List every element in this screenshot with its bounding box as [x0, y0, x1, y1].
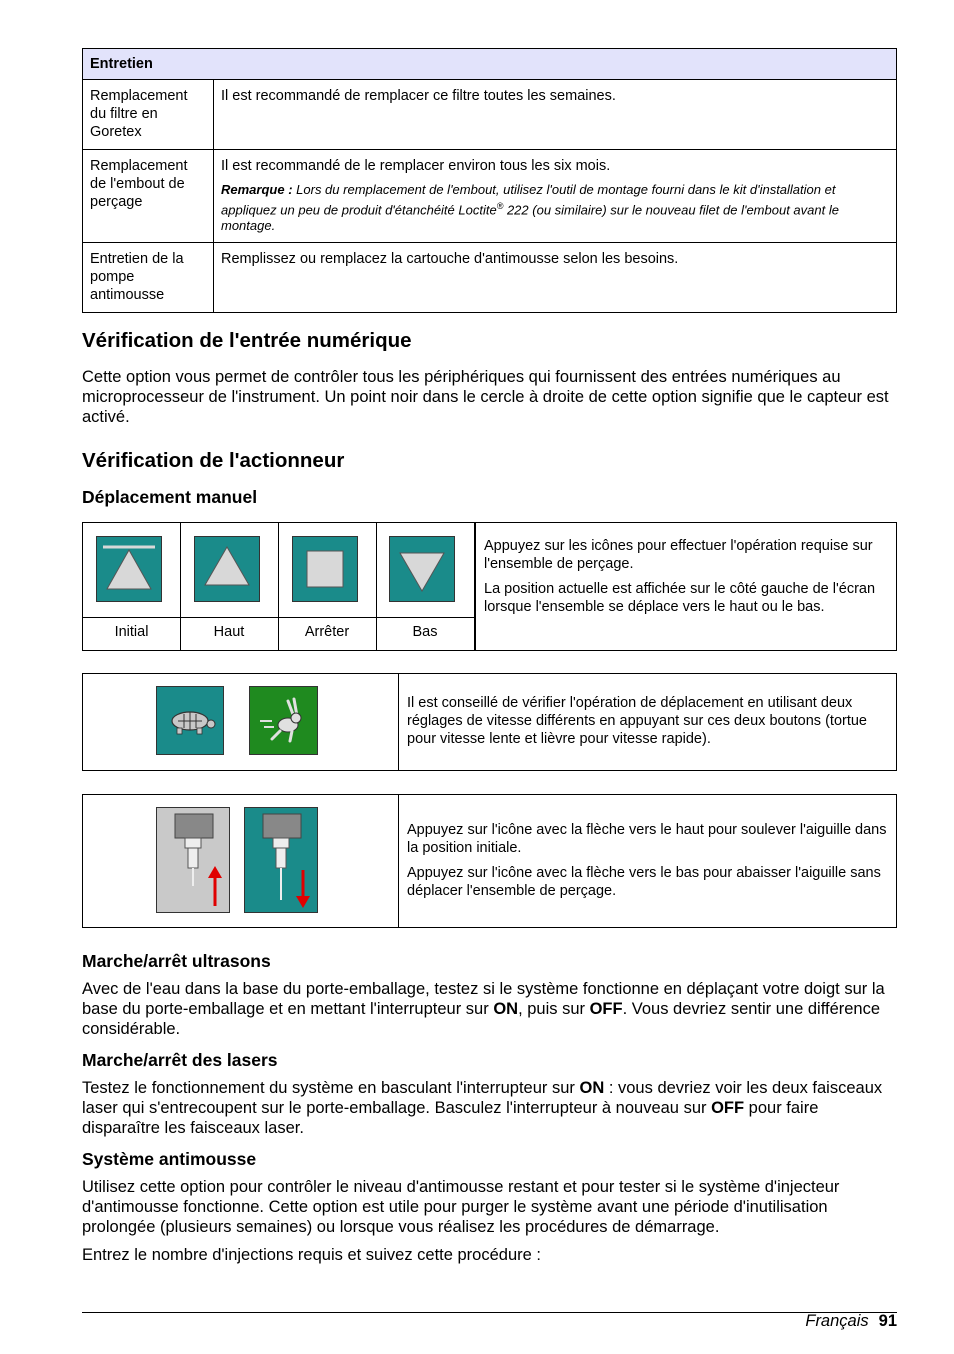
label-haut: Haut	[213, 624, 245, 640]
speed-buttons-area	[83, 674, 399, 770]
row-text: Il est recommandé de le remplacer environ tous les six mois.	[221, 158, 611, 174]
subtitle-ultrasons: Marche/arrêt ultrasons	[82, 951, 271, 971]
label-arreter: Arrêter	[304, 624, 350, 640]
maintenance-header: Entretien	[83, 49, 897, 80]
up-button[interactable]	[194, 536, 260, 602]
antimousse-body-2: Entrez le nombre d'injections requis et suivez cette procédure :	[82, 1246, 541, 1264]
footer-language: Français	[805, 1312, 869, 1330]
needle-box	[82, 794, 897, 928]
subtitle-lasers: Marche/arrêt des lasers	[82, 1050, 278, 1070]
home-button[interactable]	[96, 536, 162, 602]
section-body-digital-input: Cette option vous permet de contrôler tous les périphériques qui fournissent des entrées numériques au microprocesseur de l'instrument. Un point noir dans le cercle à droite de cette option signifie que le capteur est activé.	[82, 368, 889, 426]
needle-up-icon	[157, 808, 229, 912]
stop-button[interactable]	[292, 536, 358, 602]
manual-move-box	[82, 522, 897, 651]
fast-speed-button[interactable]	[249, 686, 318, 755]
note-label: Remarque :	[221, 182, 293, 197]
move-buttons-area	[83, 523, 475, 650]
stop-icon	[293, 537, 357, 601]
row-text: Il est recommandé de remplacer ce filtre toutes les semaines.	[214, 80, 897, 150]
lasers-body: Testez le fonctionnement du système en basculant l'interrupteur sur ON : vous devriez voir les deux faisceaux laser qui s'entrecoupent sur le porte-emballage. Basculez l'interrupteur à nouveau sur OFF pour faire disparaître les faisceaux laser.	[82, 1079, 883, 1137]
move-text-1: Appuyez sur les icônes pour effectuer l'opération requise sur l'ensemble de perçage.	[484, 538, 873, 572]
note	[221, 182, 889, 234]
move-text-2: La position actuelle est affichée sur le côté gauche de l'écran lorsque l'ensemble se déplace vers le haut ou le bas.	[484, 581, 876, 615]
needle-text-1: Appuyez sur l'icône avec la flèche vers le haut pour soulever l'aiguille dans la position initiale.	[407, 822, 887, 856]
note-text-a: Lors du remplacement de l'embout, utilisez l'outil de montage fourni dans le kit d'installation et appliquez un peu de produit d'étanchéité Loctite	[221, 182, 836, 218]
up-icon	[195, 537, 259, 601]
maintenance-table	[82, 48, 897, 313]
footer-rule	[82, 1312, 897, 1313]
subtitle-antimousse: Système antimousse	[82, 1149, 257, 1169]
manual-move-text	[475, 523, 896, 650]
needle-text-2: Appuyez sur l'icône avec la flèche vers le bas pour abaisser l'aiguille sans déplacer l'ensemble de perçage.	[407, 865, 881, 899]
down-icon	[390, 537, 454, 601]
row-text-cell	[214, 150, 897, 243]
home-icon	[97, 537, 161, 601]
needle-down-button[interactable]	[244, 807, 318, 913]
section-title-digital-input: Vérification de l'entrée numérique	[82, 329, 412, 352]
row-text: Remplissez ou remplacez la cartouche d'antimousse selon les besoins.	[214, 243, 897, 313]
section-title-actuator: Vérification de l'actionneur	[82, 449, 345, 472]
needle-text	[398, 795, 896, 927]
page-number: 91	[878, 1312, 897, 1330]
speed-box	[82, 673, 897, 771]
page-footer	[805, 1312, 897, 1331]
note-text-b: 222 (ou similaire) sur le nouveau filet de l'embout avant le montage.	[221, 202, 839, 234]
needle-down-icon	[245, 808, 317, 912]
needle-up-button[interactable]	[156, 807, 230, 913]
speed-text	[398, 674, 896, 770]
label-initial: Initial	[114, 624, 149, 640]
hare-icon	[250, 687, 317, 754]
ultrasons-body: Avec de l'eau dans la base du porte-emballage, testez si le système fonctionne en déplaçant votre doigt sur la base du porte-emballage et en mettant l'interrupteur sur ON, puis sur OFF. Vous devriez sentir une différence considérable.	[82, 980, 885, 1038]
row-label: Entretien de la pompe antimousse	[83, 243, 214, 313]
subtitle-manual-move: Déplacement manuel	[82, 487, 258, 507]
slow-speed-button[interactable]	[156, 686, 224, 755]
row-label: Remplacement de l'embout de perçage	[83, 150, 214, 243]
label-bas: Bas	[412, 624, 438, 640]
needle-buttons-area	[83, 795, 399, 927]
row-label: Remplacement du filtre en Goretex	[83, 80, 214, 150]
down-button[interactable]	[389, 536, 455, 602]
registered-mark: ®	[496, 201, 504, 211]
speed-text-body: Il est conseillé de vérifier l'opération de déplacement en utilisant deux réglages de vitesse différents en appuyant sur ces deux boutons (tortue pour vitesse lente et lièvre pour vitesse rapide).	[407, 695, 867, 747]
turtle-icon	[157, 687, 223, 754]
antimousse-body-1: Utilisez cette option pour contrôler le niveau d'antimousse restant et pour tester si le système d'injecteur d'antimousse fonctionne. Cette option est utile pour purger le système avant une période d'inutilisation prolongée (plusieurs semaines) ou lorsque vous réalisez les procédures de démarrage.	[82, 1178, 840, 1236]
